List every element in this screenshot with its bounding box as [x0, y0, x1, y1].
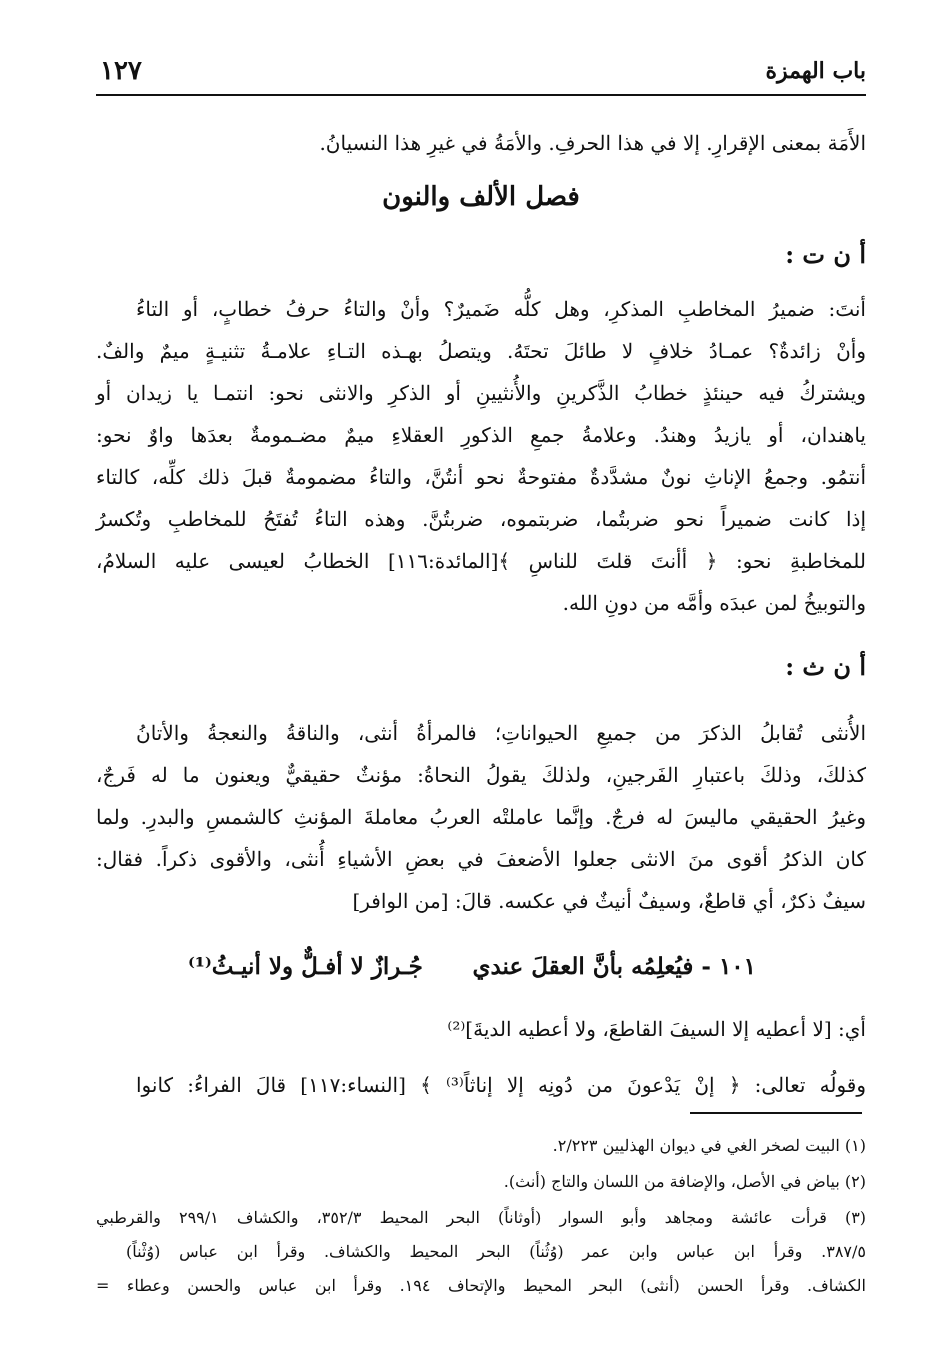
gloss-line: أي: [لا أعطيه إلا السيفَ القاطعَ، ولا أعطيه الديةَ]⁽²⁾: [447, 1017, 866, 1041]
entry1-line-7: للمخاطبةِ نحو: ﴿ أأنتَ قلتَ للناسِ ﴾[المائدة:١١٦] الخطابُ لعيسى عليه السلامُ،: [96, 549, 866, 573]
running-title: باب الهمزة: [765, 58, 866, 84]
section-title: فصل الألف والنون: [382, 182, 580, 212]
footnote-3-line-1: (٣) قرأت عائشة ومجاهد وأبو السوار (أوثاناً) البحر المحيط ٣٥٢/٣، والكشاف ٢٩٩/١ والقرطبي: [96, 1208, 867, 1227]
entry1-line-5: أنتمُو. وجمعُ الإناثِ نونٌ مشدَّدةٌ مفتوحةٌ نحو أنتُنَّ، والتاءُ مضمومةٌ قبلَ ذلك كلِّه، كالتاء: [96, 465, 866, 489]
entry2-line-3: وغيرُ الحقيقي ماليسَ له فرجٌ. وإنَّما عاملتْه العربُ معاملةَ المؤنثِ كالشمسِ والبدرِ. ولما: [96, 805, 866, 829]
entry-head-ant: أ ن ت :: [785, 240, 866, 269]
entry2-line-1: الأُنثى تُقابلُ الذكرَ من جميعِ الحيواناتِ؛ فالمرأةُ أنثى، والناقةُ والنعجةُ والأتانُ: [136, 721, 866, 745]
footnote-1: (١) البيت لصخر الغي في ديوان الهذليين ٢/٢٢٣.: [552, 1136, 866, 1155]
entry1-line-1: أنتَ: ضميرُ المخاطبِ المذكرِ، وهل كلُّه ضَميرٌ؟ وأنْ والتاءُ حرفُ خطابٍ، أو التاءُ: [136, 297, 866, 321]
footnote-rule: [690, 1112, 862, 1114]
footnote-3-line-2: ٣٨٧/٥. وقرأ ابن عباس وابن عمر (وُثُناً) البحر المحيط والكشاف. وقرأ ابن عباس (وُثْناً): [126, 1242, 866, 1261]
verse-first-hemistich: [472, 950, 756, 984]
entry-head-anth: أ ن ث :: [785, 652, 866, 681]
page-header: [96, 50, 866, 94]
verse-number: ١٠١ -: [701, 953, 756, 980]
footnote-3-line-3: الكشاف. وقرأ الحسن (أنثى) البحر المحيط والإتحاف ١٩٤. وقرأ ابن عباس والحسن وعطاء =: [96, 1276, 866, 1295]
entry2-line-4: كان الذكرُ أقوى منَ الانثى جعلوا الأضعفَ في بعضِ الأشياءِ أُنثى، والأقوى ذكراً. فقال:: [96, 847, 866, 871]
header-rule: [96, 94, 866, 96]
entry1-line-3: ويشتركُ فيه حينئذٍ خطابُ الذَّكرينِ والأُنثيينِ أو الذكرِ والانثى نحو: انتمـا يا زيدان أو: [96, 381, 866, 405]
entry1-line-6: إذا كانت ضميراً نحو ضربتُما، ضربتموه، ضربتُنَّ. وهذه التاءُ تُفتَحُ للمخاطبِ وتُكسرُ: [96, 507, 866, 531]
entry1-line-8: والتوبيخُ لمن عبدَه وأمَّه من دونِ الله.: [562, 591, 866, 615]
entry1-line-4: ياهندان، أو يازيدُ وهندُ. وعلامةُ جمعِ الذكورِ العقلاءِ ميمٌ مضـمومةٌ بعدَها واوٌ نحو:: [96, 423, 866, 447]
intro-line: الأَمَة بمعنى الإقرارِ. إلا في هذا الحرفِ. والأمَةُ في غيرِ هذا النسيانُ.: [319, 131, 866, 155]
verse-first-hemistich-text: فيُعلِمُه بأنَّ العقلَ عندي: [472, 953, 694, 980]
page-number: ١٢٧: [100, 56, 142, 86]
quran-line: وقولُه تعالى: ﴿ إنْ يَدْعونَ من دُونِه إلا إناثاً⁽³⁾ ﴾ [النساء:١١٧] قالَ الفراءُ: كانوا: [136, 1073, 866, 1097]
entry1-line-2: وأنْ زائدةٌ؟ عمـادُ خلافٍ لا طائلَ تحتَهُ. ويتصلُ بهـذه التـاءِ علامـةُ تثنيـةٍ ميمٌ والفٌ.: [96, 339, 866, 363]
entry2-line-5: سيفٌ ذكرٌ، أي قاطعٌ، وسيفٌ أنيثٌ في عكسه. قالَ: [من الوافر]: [352, 889, 866, 913]
entry2-line-2: كذلكَ، وذلكَ باعتبارِ الفَرجينِ، ولذلكَ يقولُ النحاةُ: مؤنثٌ حقيقيٌّ ويعنون ما له فَرجٌ،: [96, 763, 866, 787]
verse-second-hemistich: جُـرازٌ لا أفـلٌّ ولا أنيـثُ⁽¹⁾: [188, 953, 423, 980]
footnote-2: (٢) بياض في الأصل، والإضافة من اللسان والتاج (أنث).: [503, 1172, 866, 1191]
